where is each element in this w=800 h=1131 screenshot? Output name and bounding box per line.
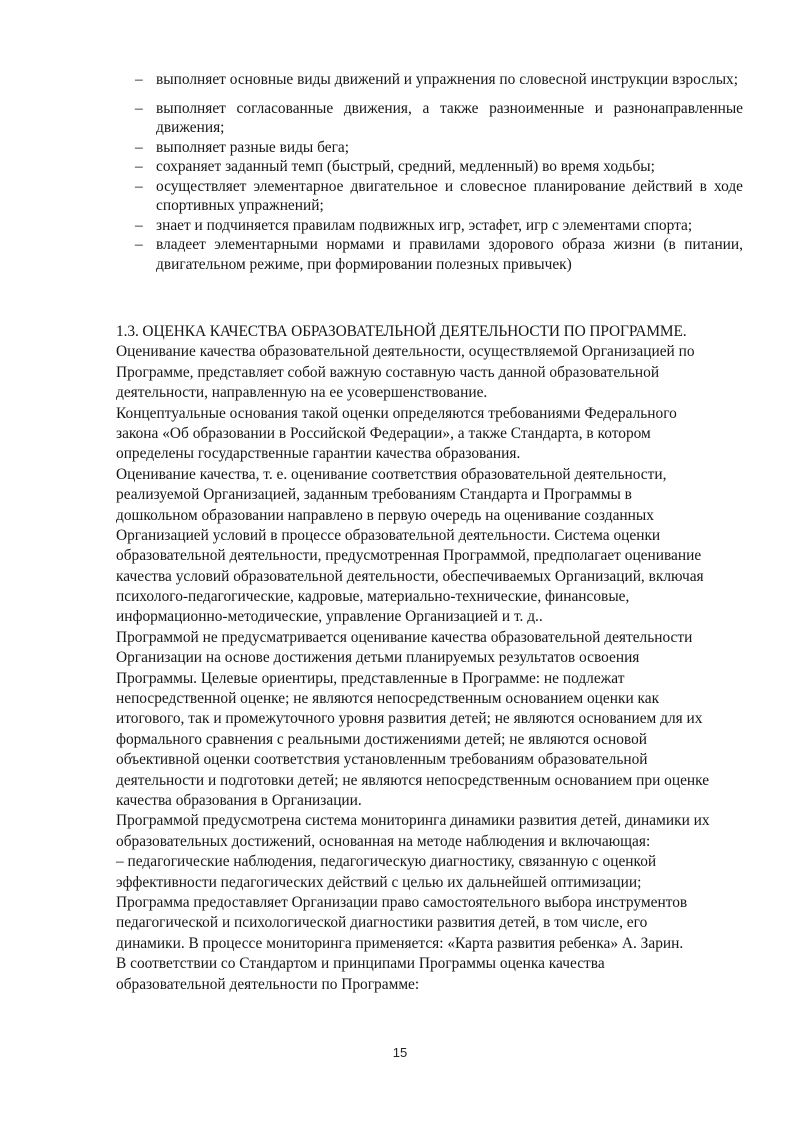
bullet-text: сохраняет заданный темп (быстрый, средний, медленный) во время ходьбы; [156,158,655,175]
bullet-text: осуществляет элементарное двигательное и словесное планирование действий в ходе спортивных упражнений; [156,177,743,214]
text-line: итогового, так и промежуточного уровня развития детей; не являются основанием для их [116,710,703,728]
text-line: образовательных достижений, основанная на методе наблюдения и включающая: [116,832,651,850]
text-line: В соответствии со Стандартом и принципами Программы оценка качества [116,955,605,973]
bullet-text: знает и подчиняется правилам подвижных игр, эстафет, игр с элементами спорта; [156,216,693,234]
bullet-text: выполняет основные виды движений и упражнения по словесной инструкции взрослых; [156,71,739,88]
text-line: деятельности, направленную на ее усовершенствование. [116,384,488,402]
text-line: формального сравнения с реальными достижениями детей; не являются основой [116,730,648,748]
bullet-text: выполняет согласованные движения, а также разноименные и разнонаправленные движения; [156,99,743,136]
bullet-dash: – [135,236,143,253]
bullet-item [135,99,743,138]
text-line: непосредственной оценке; не являются непосредственным основанием оценки как [116,690,660,708]
text-line: качества образования в Организации. [116,791,362,809]
text-line: Организацией условий в процессе образовательной деятельности. Система оценки [116,526,661,544]
text-line: образовательной деятельности по Программе: [116,975,420,993]
text-line: Программе, представляет собой важную составную часть данной образовательной [116,363,660,381]
text-line: Оценивание качества образовательной деятельности, осуществляемой Организацией по [116,343,695,361]
text-line: закона «Об образовании в Российской Федерации», а также Стандарта, в котором [116,424,651,442]
text-line: Программы. Целевые ориентиры, представленные в Программе: не подлежат [116,669,625,687]
bullet-item [135,235,743,274]
text-line: Оценивание качества, т. е. оценивание соответствия образовательной деятельности, [116,465,667,483]
bullet-dash: – [135,71,143,88]
bullet-item [135,70,743,90]
text-line: Концептуальные основания такой оценки определяются требованиями Федерального [116,404,677,422]
bullet-item [135,177,743,216]
text-line: информационно-методические, управление Организацией и т. д.. [116,608,543,626]
text-line: – педагогические наблюдения, педагогическую диагностику, связанную с оценкой [116,853,657,871]
bullet-item [135,138,743,158]
bullet-dash: – [135,216,143,234]
section-heading: 1.3. ОЦЕНКА КАЧЕСТВА ОБРАЗОВАТЕЛЬНОЙ ДЕЯТЕЛЬНОСТИ ПО ПРОГРАММЕ. [116,323,687,340]
bullet-dash: – [135,158,143,175]
text-line: дошкольном образовании направлено в первую очередь на оценивание созданных [116,506,654,524]
text-line: Организации на основе достижения детьми планируемых результатов освоения [116,649,640,667]
text-line: объективной оценки соответствия установленным требованиям образовательной [116,751,648,769]
bullet-text: выполняет разные виды бега; [156,138,349,156]
section-1-3-body [116,322,756,995]
text-line: Программой предусмотрена система мониторинга динамики развития детей, динамики их [116,812,710,830]
text-line: реализуемой Организацией, заданным требованиям Стандарта и Программы в [116,486,632,504]
bullet-dash: – [135,99,143,117]
text-line: определены государственные гарантии качества образования. [116,445,521,463]
bullet-item [135,216,743,236]
text-line: качества условий образовательной деятельности, обеспечиваемых Организаций, включая [116,567,704,585]
bullet-dash: – [135,138,143,156]
text-line: Программа предоставляет Организации право самостоятельного выбора инструментов [116,893,688,911]
text-line: психолого-педагогические, кадровые, материально-технические, финансовые, [116,588,630,606]
text-line: образовательной деятельности, предусмотренная Программой, предполагает оценивание [116,547,702,565]
text-line: педагогической и психологической диагностики развития детей, в том числе, его [116,914,648,932]
text-line: динамики. В процессе мониторинга применяется: «Карта развития ребенка» А. Зарин. [116,934,684,952]
text-line: Программой не предусматривается оценивание качества образовательной деятельности [116,628,693,646]
text-line: эффективности педагогических действий с целью их дальнейшей оптимизации; [116,873,642,891]
bullet-dash: – [135,177,143,195]
text-line: деятельности и подготовки детей; не являются непосредственным основанием при оценке [116,771,710,789]
page-number: 15 [392,1045,408,1060]
skills-bullet-list [135,70,743,274]
bullet-item [135,157,743,177]
bullet-text: владеет элементарными нормами и правилами здорового образа жизни (в питании, двигательном режиме, при формировании полезных привычек) [156,236,743,273]
